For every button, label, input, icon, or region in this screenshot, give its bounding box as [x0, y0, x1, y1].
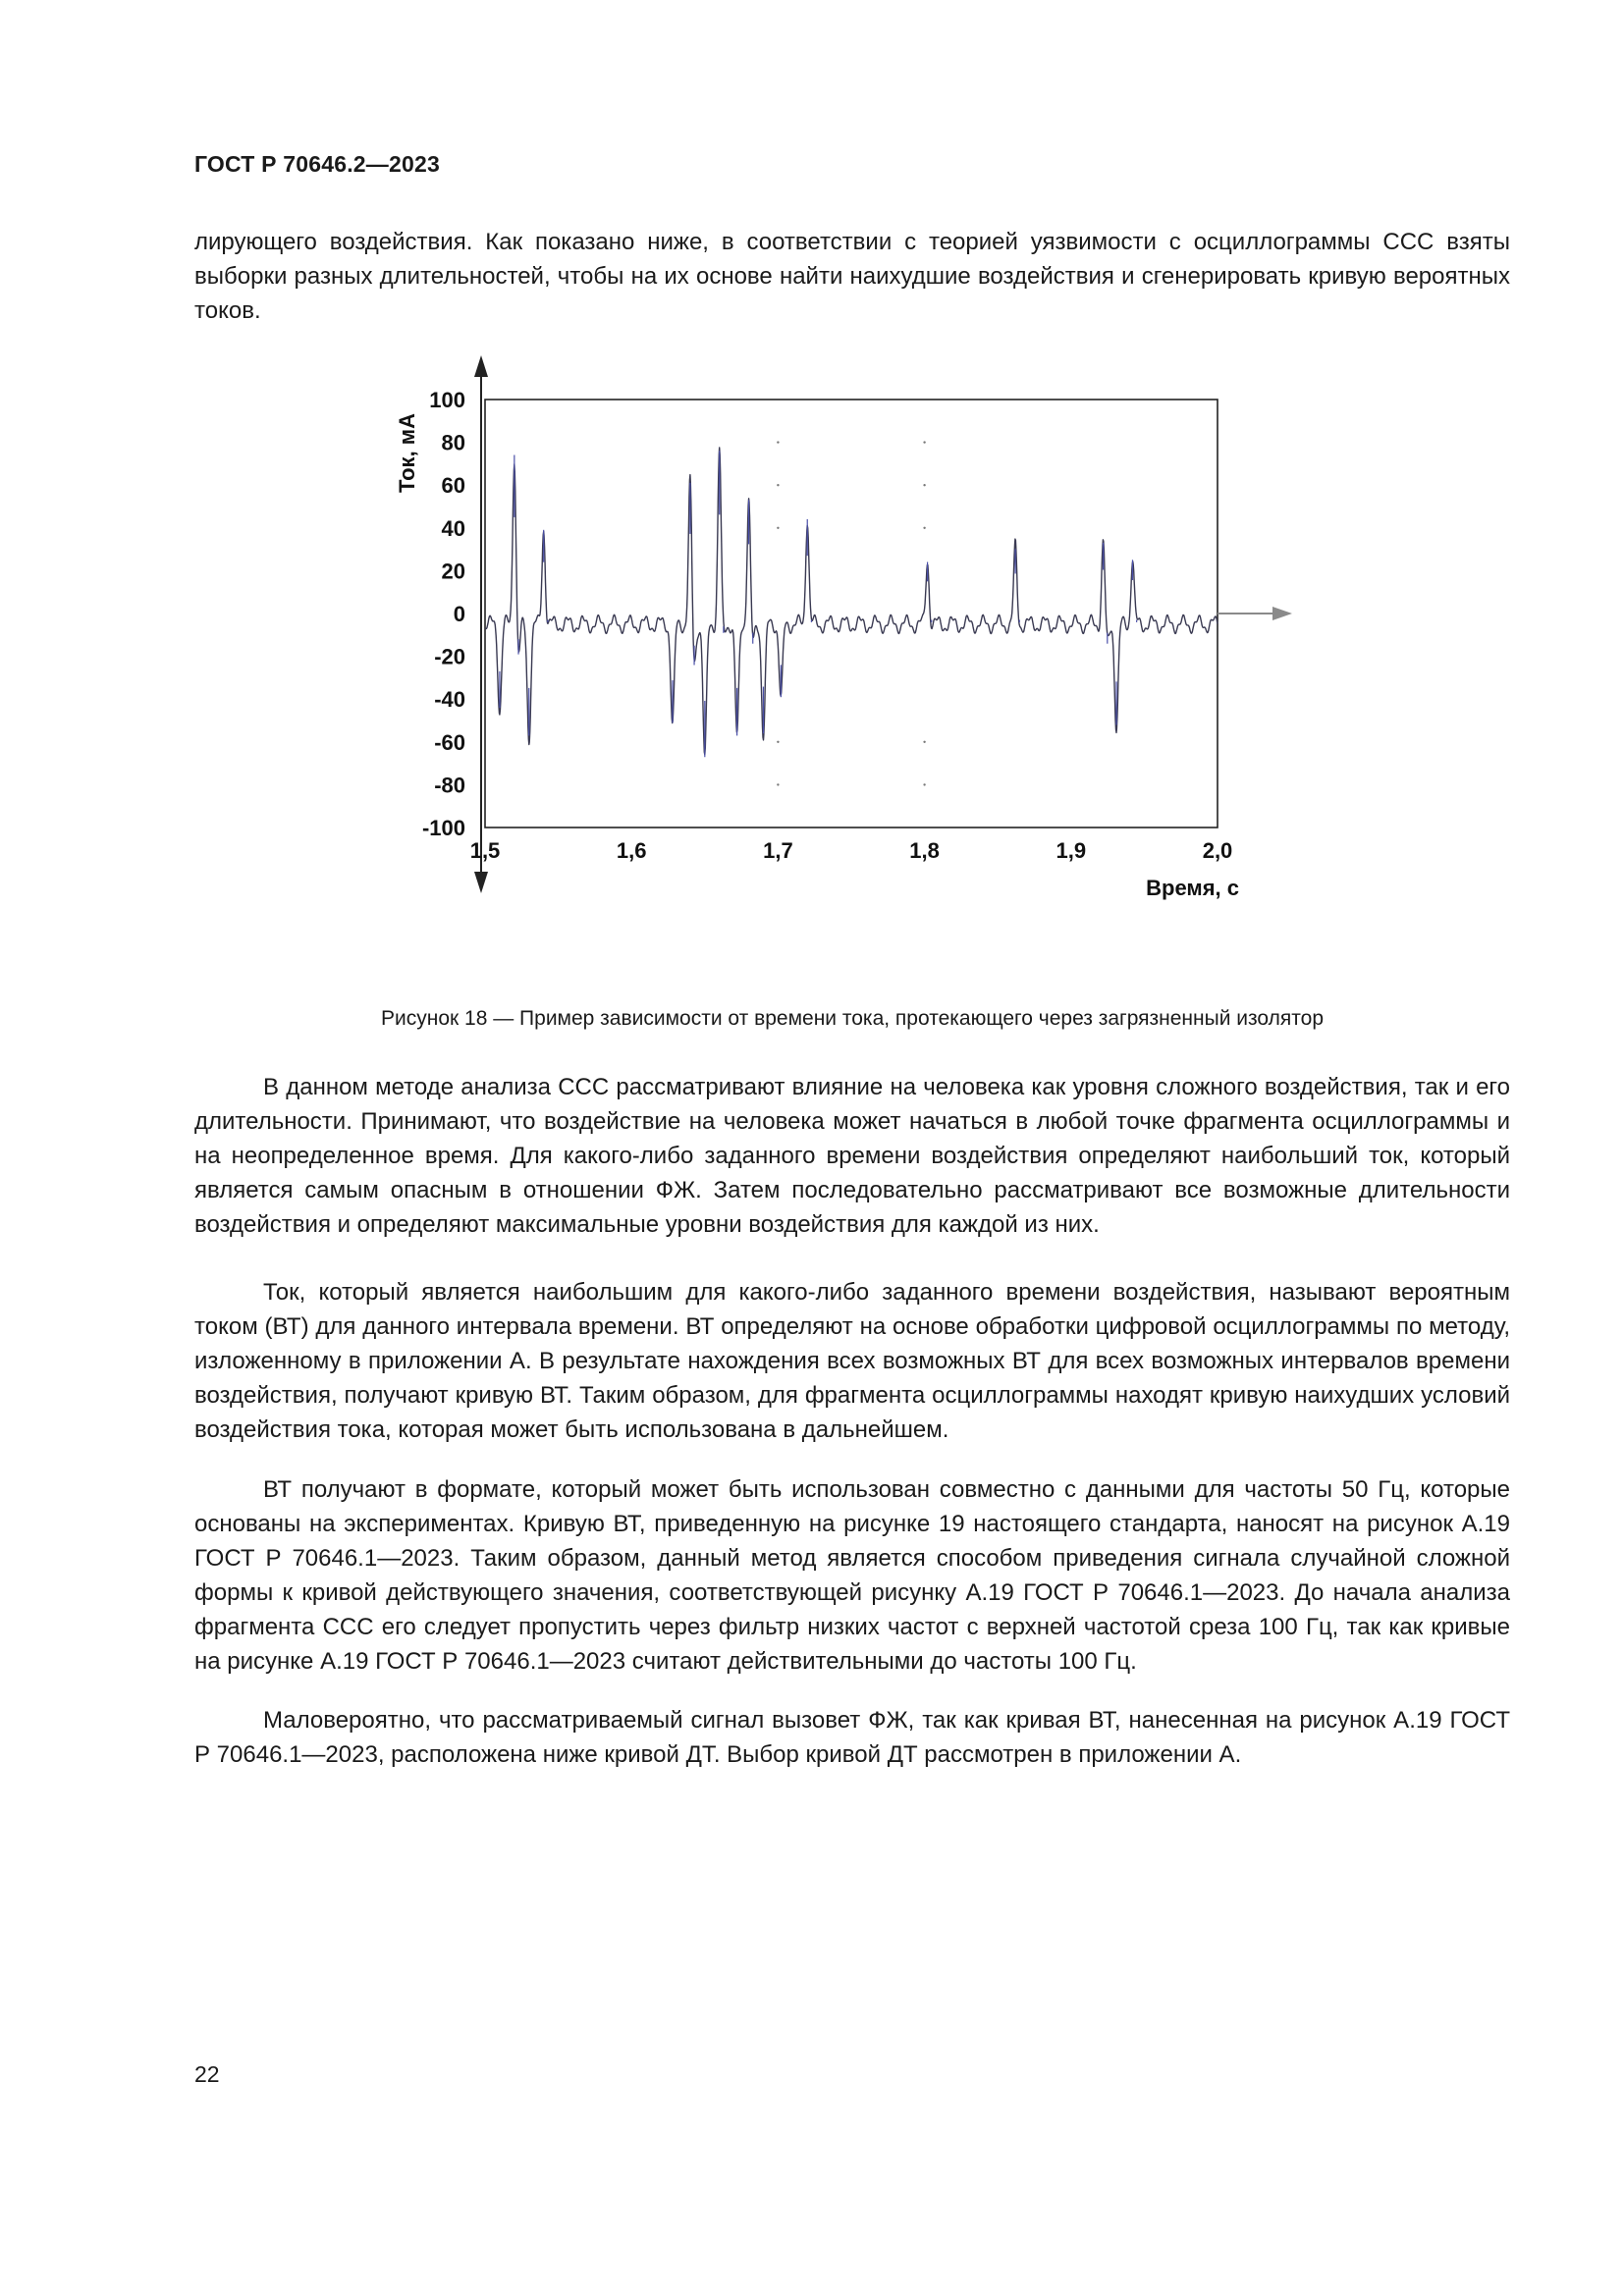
plot-frame	[485, 400, 1218, 828]
grid-dot	[777, 484, 779, 486]
grid-dot	[923, 484, 925, 486]
body-paragraph-2: Ток, который является наибольшим для какого-либо заданного времени воздействия, называют вероятным током (ВТ) для данного интервала времени. ВТ определяют на основе обработки цифровой осциллограммы по методу, изложенному в приложении А. В результате нахождения всех возможных ВТ для всех возможных интервалов времени воздействия, получают кривую ВТ. Таким образом, для фрагмента осциллограммы находят кривую наихудших условий воздействия тока, которая может быть использована в дальнейшем.	[194, 1279, 1510, 1443]
y-axis-arrow-down	[474, 872, 488, 893]
x-tick-label: 1,8	[909, 838, 940, 863]
body-paragraph-3: ВТ получают в формате, который может быть использован совместно с данными для частоты 50 Гц, которые основаны на экспериментах. Кривую ВТ, приведенную на рисунке 19 настоящего стандарта, наносят на рисунок А.19 ГОСТ Р 70646.1—2023. Таким образом, данный метод является способом приведения сигнала случайной сложной формы к кривой действующего значения, соответствующей рисунку А.19 ГОСТ Р 70646.1—2023. До начала анализа фрагмента ССС его следует пропустить через фильтр низких частот с верхней частотой среза 100 Гц, так как кривые на рисунке А.19 ГОСТ Р 70646.1—2023 считают действительными до частоты 100 Гц.	[194, 1476, 1510, 1675]
grid-dot	[777, 527, 779, 529]
intro-paragraph: лирующего воздействия. Как показано ниже, в соответствии с теорией уязвимости с осциллограммы ССС взяты выборки разных длительностей, чтобы на их основе найти наихудшие воздействия и сгенерировать кривую вероятных токов.	[194, 229, 1510, 324]
y-axis-label: Ток, мА	[395, 413, 419, 493]
current-time-chart	[0, 0, 1624, 942]
y-tick-label: 60	[441, 473, 465, 499]
y-tick-label: 40	[441, 515, 465, 541]
x-tick-label: 1,5	[469, 838, 501, 863]
x-axis-arrow-head	[1272, 607, 1292, 620]
y-tick-label: -60	[434, 729, 465, 755]
y-axis-arrow-up	[474, 355, 488, 377]
y-tick-label: -40	[434, 687, 465, 713]
grid-dot	[777, 783, 779, 785]
grid-dot	[923, 527, 925, 529]
y-tick-label: -100	[421, 816, 465, 840]
document-header: ГОСТ Р 70646.2—2023	[194, 151, 440, 177]
y-tick-label: 0	[453, 602, 465, 626]
figure-caption: Рисунок 18 — Пример зависимости от времени тока, протекающего через загрязненный изолятор	[380, 1007, 1324, 1030]
grid-dot	[923, 741, 925, 743]
body-paragraph-4: Маловероятно, что рассматриваемый сигнал вызовет ФЖ, так как кривая ВТ, нанесенная на рисунок А.19 ГОСТ Р 70646.1—2023, расположена ниже кривой ДТ. Выбор кривой ДТ рассмотрен в приложении А.	[194, 1707, 1510, 1768]
grid-dot	[777, 741, 779, 743]
current-signal-line	[485, 448, 1218, 755]
grid-dot	[923, 783, 925, 785]
y-tick-label: -20	[434, 644, 465, 669]
y-tick-label: 100	[429, 388, 465, 412]
x-tick-label: 1,7	[763, 838, 793, 863]
grid-dot	[923, 441, 925, 443]
x-axis-label: Время, с	[1146, 876, 1239, 900]
body-paragraph-1: В данном методе анализа ССС рассматривают влияние на человека как уровня сложного воздействия, так и его длительности. Принимают, что воздействие на человека может начаться в любой точке фрагмента осциллограммы и на неопределенное время. Для какого-либо заданного времени воздействия определяют наибольший ток, который является самым опасным в отношении ФЖ. Затем последовательно рассматривают все возможные длительности воздействия и определяют максимальные уровни воздействия для каждой из них.	[194, 1074, 1510, 1238]
grid-dot	[777, 441, 779, 443]
y-tick-label: 20	[441, 559, 465, 584]
x-tick-label: 2,0	[1202, 838, 1233, 863]
y-tick-label: 80	[441, 430, 465, 455]
x-tick-label: 1,9	[1056, 838, 1087, 863]
x-tick-label: 1,6	[616, 838, 647, 863]
page-number: 22	[194, 2061, 220, 2087]
y-tick-label: -80	[434, 773, 465, 798]
